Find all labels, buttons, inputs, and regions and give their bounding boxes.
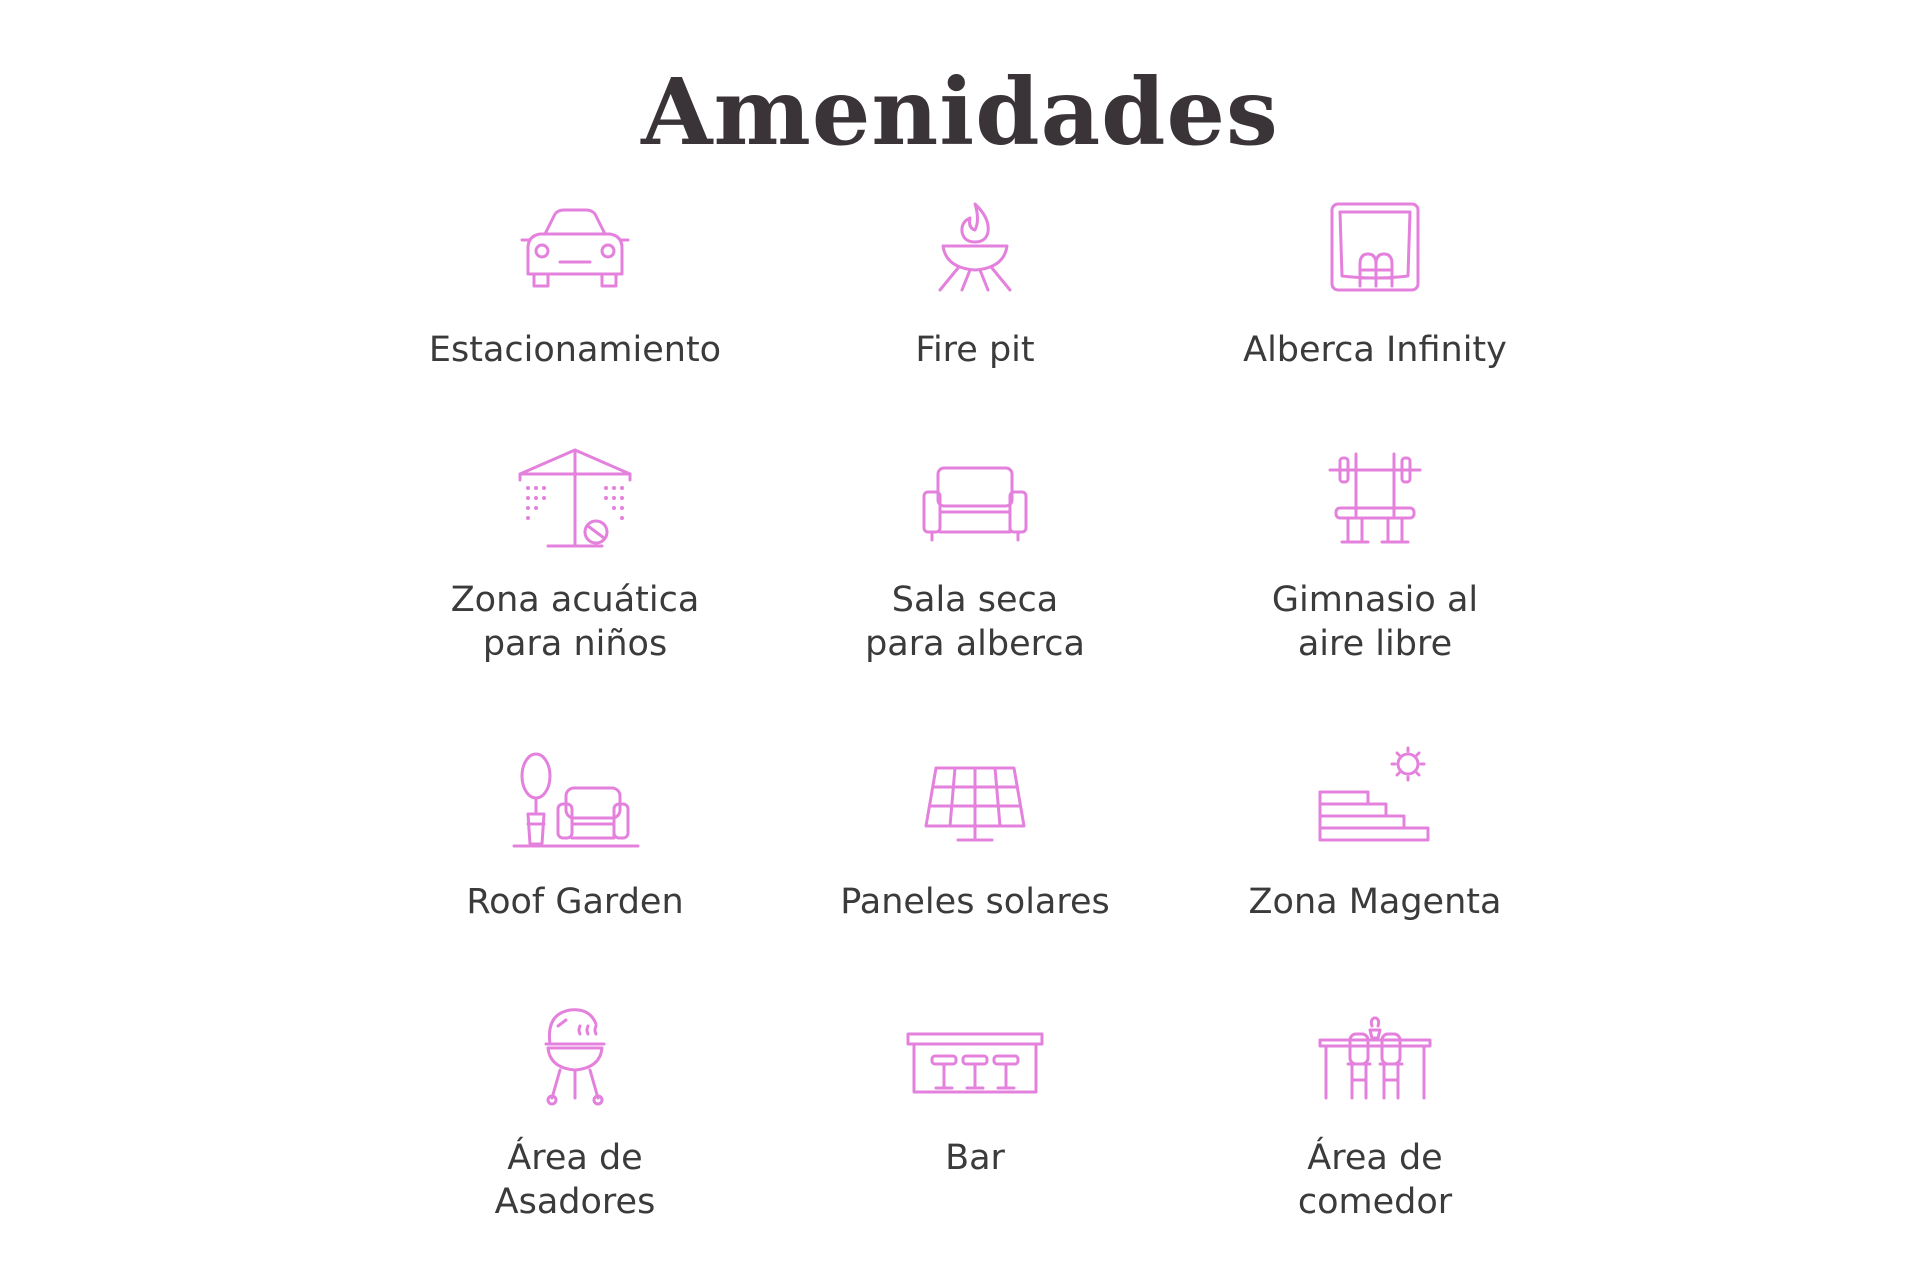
amenity-label: Estacionamiento (428, 330, 722, 370)
amenity-label: Gimnasio al aire libre (1271, 580, 1479, 664)
amenity-roof-garden (365, 748, 785, 924)
fire-pit-icon (900, 196, 1050, 306)
sofa-icon (900, 446, 1050, 556)
amenity-estacionamiento (365, 196, 785, 372)
water-umbrella-icon (500, 446, 650, 556)
amenity-label: Área de Asadores (494, 1138, 656, 1222)
amenity-label: Alberca Infinity (1243, 330, 1507, 370)
grill-icon (500, 1004, 650, 1114)
amenity-label: Área de comedor (1297, 1138, 1453, 1222)
bar-icon (900, 1004, 1050, 1114)
amenity-label: Paneles solares (840, 882, 1110, 922)
page-title: Amenidades (641, 58, 1279, 166)
amenity-gimnasio (1165, 446, 1585, 666)
amenity-label: Sala seca para alberca (865, 580, 1085, 664)
amenity-area-comedor (1165, 1004, 1585, 1224)
amenity-area-asadores (365, 1004, 785, 1224)
amenity-sala-seca (765, 446, 1185, 666)
pool-icon (1300, 196, 1450, 306)
amenity-label: Roof Garden (466, 882, 684, 922)
gym-bench-icon (1300, 446, 1450, 556)
sun-stairs-icon (1300, 748, 1450, 858)
solar-panel-icon (900, 748, 1050, 858)
amenity-label: Zona Magenta (1248, 882, 1502, 922)
amenity-alberca-infinity (1165, 196, 1585, 372)
amenity-fire-pit (765, 196, 1185, 372)
amenity-paneles-solares (765, 748, 1185, 924)
amenity-zona-acuatica (365, 446, 785, 666)
amenity-label: Fire pit (915, 330, 1035, 370)
amenity-zona-magenta (1165, 748, 1585, 924)
amenity-bar (765, 1004, 1185, 1180)
garden-chair-icon (500, 748, 650, 858)
amenity-label: Bar (945, 1138, 1005, 1178)
dining-icon (1300, 1004, 1450, 1114)
car-icon (500, 196, 650, 306)
amenity-label: Zona acuática para niños (450, 580, 700, 664)
